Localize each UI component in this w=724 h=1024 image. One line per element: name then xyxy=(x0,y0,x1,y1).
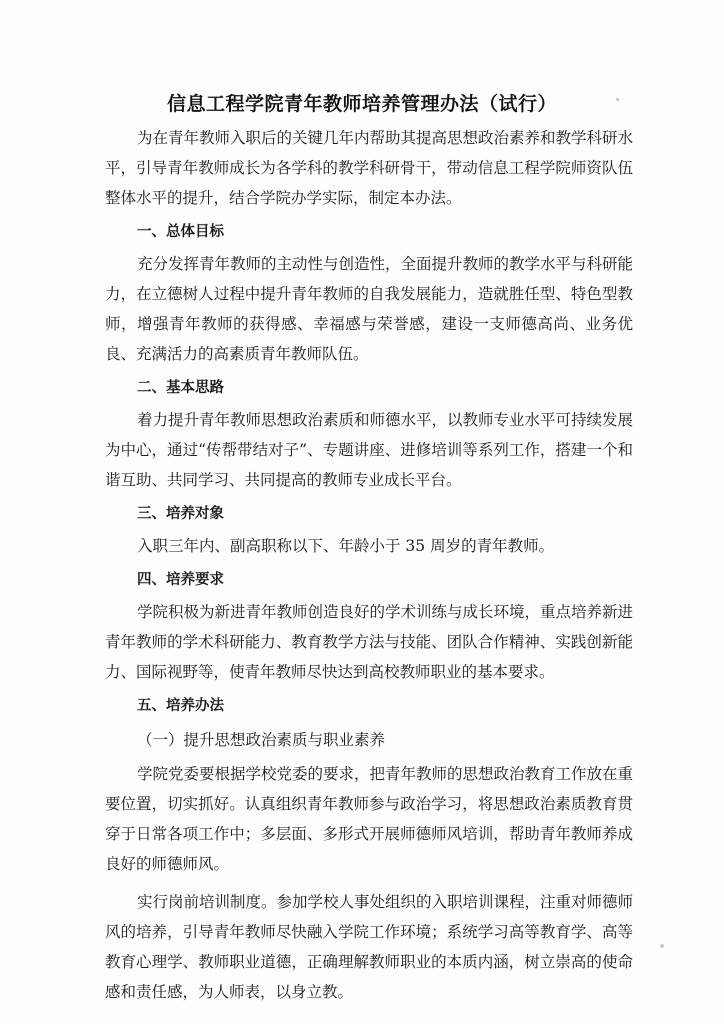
section-paragraph: 学院积极为新进青年教师创造良好的学术训练与成长环境，重点培养新进青年教师的学术科研能力、教育教学方法与技能、团队合作精神、实践创新能力、国际视野等，使青年教师尽快达到高校教师职业的基本要求。 xyxy=(105,603,634,681)
intro-paragraph: 为在青年教师入职后的关键几年内帮助其提高思想政治素养和教学科研水平，引导青年教师成长为各学科的教学科研骨干，带动信息工程学院师资队伍整体水平的提升，结合学院办学实际，制定本办法。 xyxy=(105,129,634,207)
scan-speck xyxy=(660,944,664,948)
section-heading: 三、培养对象 xyxy=(137,506,224,522)
section-subheading: （一）提升思想政治素质与职业素养 xyxy=(137,731,386,749)
section-paragraph: 入职三年内、副高职称以下、年龄小于 35 周岁的青年教师。 xyxy=(137,537,555,555)
document-title: 信息工程学院青年教师培养管理办法（试行） xyxy=(166,93,557,115)
section-heading: 二、基本思路 xyxy=(137,380,224,396)
section-heading: 五、培养办法 xyxy=(137,698,224,714)
document-body xyxy=(105,123,633,1007)
section-paragraph: 着力提升青年教师思想政治素质和师德水平，以教师专业水平可持续发展为中心，通过“传帮带结对子”、专题讲座、进修培训等系列工作，搭建一个和谐互助、共同学习、共同提高的教师专业成长平台。 xyxy=(105,411,634,489)
section-paragraph: 充分发挥青年教师的主动性与创造性，全面提升教师的教学水平与科研能力，在立德树人过程中提升青年教师的自我发展能力，造就胜任型、特色型教师，增强青年教师的获得感、幸福感与荣誉感，建设一支师德高尚、业务优良、充满活力的高素质青年教师队伍。 xyxy=(105,255,634,363)
section-paragraph: 学院党委要根据学校党委的要求，把青年教师的思想政治教育工作放在重要位置，切实抓好。认真组织青年教师参与政治学习，将思想政治素质教育贯穿于日常各项工作中；多层面、多形式开展师德师风培训，帮助青年教师养成良好的师德师风。 xyxy=(105,765,634,873)
section-paragraph: 实行岗前培训制度。参加学校人事处组织的入职培训课程，注重对师德师风的培养，引导青年教师尽快融入学院工作环境；系统学习高等教育学、高等教育心理学、教师职业道德，正确理解教师职业的本质内涵，树立崇高的使命感和责任感，为人师表，以身立教。 xyxy=(105,893,634,1001)
section-heading: 一、总体目标 xyxy=(137,224,224,240)
section-heading: 四、培养要求 xyxy=(137,572,224,588)
